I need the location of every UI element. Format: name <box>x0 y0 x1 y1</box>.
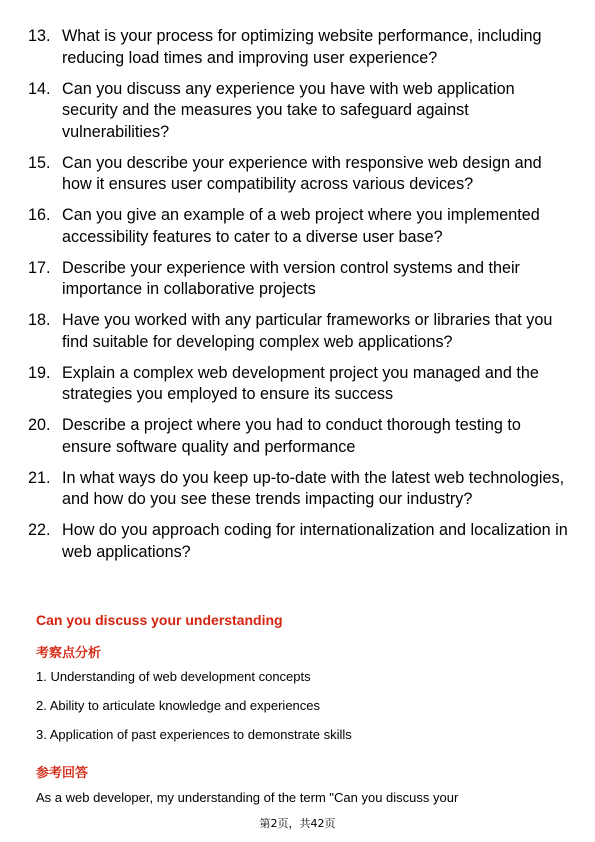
answer-text: As a web developer, my understanding of the term "Can you discuss your <box>36 790 459 805</box>
question-item <box>28 415 568 458</box>
question-item <box>28 468 568 511</box>
question-item <box>28 26 568 69</box>
question-item <box>28 363 568 406</box>
question-number: 15. <box>28 153 51 172</box>
question-number: 19. <box>28 363 51 382</box>
question-text: Have you worked with any particular frameworks or libraries that you find suitable for developing complex web applications? <box>62 311 553 351</box>
question-item <box>28 205 568 248</box>
question-number: 21. <box>28 468 51 487</box>
page-number: 第2页，共42页 <box>259 817 336 830</box>
question-text: Explain a complex web development project you managed and the strategies you employed to ensure its success <box>62 363 539 403</box>
analysis-heading: 考察点分析 <box>36 646 102 661</box>
question-item <box>28 520 568 563</box>
question-number: 16. <box>28 206 51 224</box>
question-text: Can you discuss any experience you have with web application security and the measures you take to safeguard against vulnerabilities? <box>62 79 515 141</box>
question-item <box>28 258 568 301</box>
question-number: 13. <box>28 27 51 45</box>
question-number: 20. <box>28 416 51 434</box>
section-title: Can you discuss your understanding <box>36 612 283 628</box>
question-item <box>28 310 568 353</box>
question-text: Describe your experience with version control systems and their importance in collaborative projects <box>62 258 520 298</box>
question-item <box>28 79 568 144</box>
question-text: In what ways do you keep up-to-date with the latest web technologies, and how do you see these trends impacting our industry? <box>62 468 565 508</box>
question-text: What is your process for optimizing website performance, including reducing load times and improving user experience? <box>62 27 542 67</box>
question-text: Can you give an example of a web project where you implemented accessibility features to cater to a diverse user base? <box>62 206 540 246</box>
question-number: 14. <box>28 79 51 98</box>
question-text: How do you approach coding for internationalization and localization in web applications? <box>62 521 568 561</box>
analysis-point: 1. Understanding of web development concepts <box>36 669 311 684</box>
question-item <box>28 153 568 196</box>
question-text: Describe a project where you had to conduct thorough testing to ensure software quality and performance <box>62 416 521 456</box>
analysis-point: 3. Application of past experiences to demonstrate skills <box>36 727 352 742</box>
analysis-point: 2. Ability to articulate knowledge and experiences <box>36 698 321 713</box>
question-number: 17. <box>28 258 51 277</box>
answer-heading: 参考回答 <box>36 766 89 781</box>
question-number: 18. <box>28 311 51 329</box>
question-text: Can you describe your experience with responsive web design and how it ensures user compatibility across various devices? <box>62 153 542 193</box>
question-list <box>28 26 568 573</box>
question-number: 22. <box>28 521 51 539</box>
